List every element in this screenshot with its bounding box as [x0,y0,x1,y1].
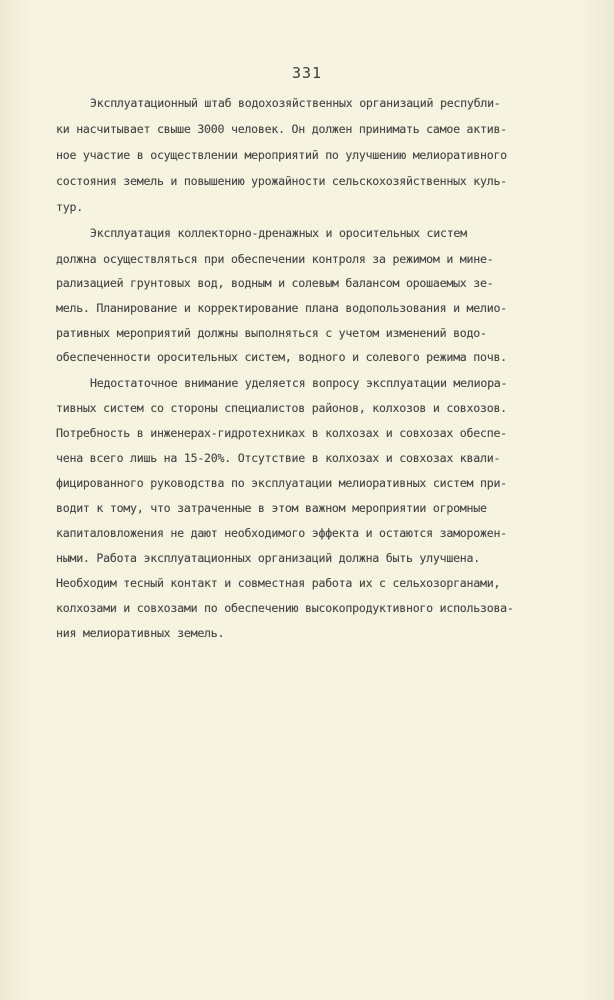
text-line: рализацией грунтовых вод, водным и солевым балансом орошаемых зе- [56,276,494,290]
text-line: обеспеченности оросительных систем, водного и солевого режима почв. [56,350,507,364]
text-line: Необходим тесный контакт и совместная работа их с сельхозорганами, [56,576,501,590]
page-number: 331 [291,64,323,82]
text-line: Недостаточное внимание уделяется вопросу эксплуатации мелиора- [90,376,508,390]
text-line: ративных мероприятий должны выполняться с учетом изменений водо- [56,326,487,340]
text-line: тур. [56,200,83,214]
text-line: водит к тому, что затраченные в этом важном мероприятии огромные [56,501,487,515]
text-line: ное участие в осуществлении мероприятий по улучшению мелиоративного [56,148,507,162]
text-line: мель. Планирование и корректирование плана водопользования и мелио- [56,301,507,315]
text-line: тивных систем со стороны специалистов районов, колхозов и совхозов. [56,401,507,415]
text-line: Эксплуатационный штаб водохозяйственных организаций республи- [90,96,501,110]
text-line: капиталовложения не дают необходимого эффекта и остаются заморожен- [56,526,507,540]
text-line: состояния земель и повышению урожайности сельскохозяйственных куль- [56,174,507,188]
text-line: чена всего лишь на 15-20%. Отсутствие в колхозах и совхозах квали- [56,451,501,465]
text-line: ки насчитывает свыше 3000 человек. Он должен принимать самое актив- [56,122,507,136]
text-line: ными. Работа эксплуатационных организаций должна быть улучшена. [56,551,480,565]
text-line: колхозами и совхозами по обеспечению высокопродуктивного использова- [56,601,514,615]
text-line: фицированного руководства по эксплуатации мелиоративных систем при- [56,476,507,490]
text-line: должна осуществляться при обеспечении контроля за режимом и мине- [56,252,494,266]
text-line: ния мелиоративных земель. [56,626,225,640]
text-line: Потребность в инженерах-гидротехниках в колхозах и совхозах обеспе- [56,426,507,440]
text-line: Эксплуатация коллекторно-дренажных и оросительных систем [90,226,467,240]
